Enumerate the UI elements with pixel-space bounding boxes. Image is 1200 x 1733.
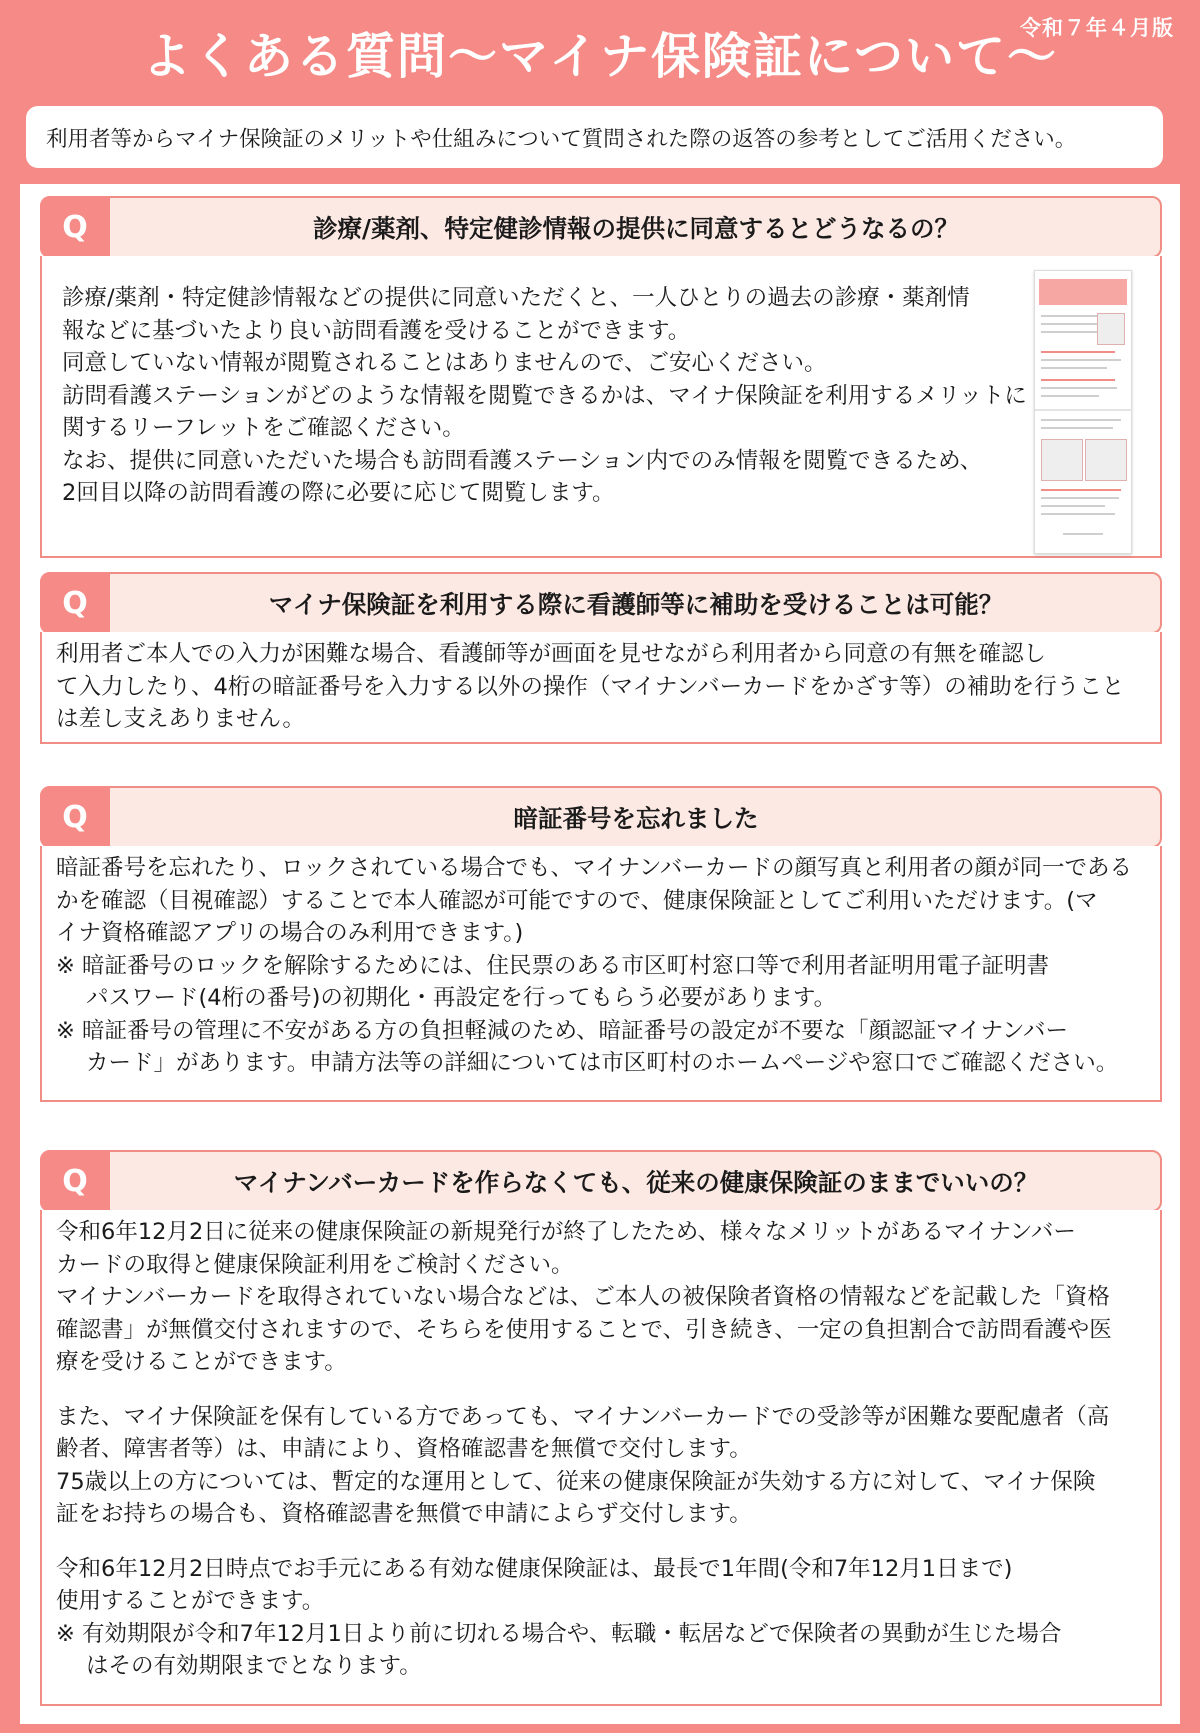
answer-box bbox=[40, 632, 1162, 744]
answer-line: 暗証番号を忘れたり、ロックされている場合でも、マイナンバーカードの顔写真と利用者の顔が同一である bbox=[56, 855, 1132, 881]
answer-line: なお、提供に同意いただいた場合も訪問看護ステーション内でのみ情報を閲覧できるため、 bbox=[62, 447, 983, 474]
answer-line: 令和6年12月2日時点でお手元にある有効な健康保険証は、最長で1年間(令和7年12月1日まで) bbox=[56, 1555, 1013, 1582]
answer-line: イナ資格確認アプリの場合のみ利用できます。) bbox=[56, 920, 524, 946]
answer-line: また、マイナ保険証を保有している方であっても、マイナンバーカードでの受診等が困難な要配慮者（高 bbox=[56, 1403, 1110, 1430]
answer-line: 関するリーフレットをご確認ください。 bbox=[62, 415, 465, 441]
content-panel bbox=[20, 184, 1180, 1724]
answer-line: 75歳以上の方については、暫定的な運用として、従来の健康保険証が失効する方に対して、マイナ保険 bbox=[56, 1468, 1096, 1495]
question-text: マイナ保険証を利用する際に看護師等に補助を受けることは可能？ bbox=[268, 589, 1004, 619]
question-text: 診療/薬剤、特定健診情報の提供に同意するとどうなるの？ bbox=[313, 213, 959, 243]
edition-label: 令和７年４月版 bbox=[1020, 16, 1174, 40]
answer-line: て入力したり、4桁の暗証番号を入力する以外の操作（マイナンバーカードをかざす等）の補助を行うこと bbox=[56, 673, 1125, 700]
q-badge: Q bbox=[40, 786, 110, 848]
answer-line: 訪問看護ステーションがどのような情報を閲覧できるかは、マイナ保険証を利用するメリットに bbox=[62, 382, 1027, 409]
note-line: カード」があります。申請方法等の詳細については市区町村のホームページや窓口でご確認ください。 bbox=[86, 1050, 1119, 1076]
answer-line: 療を受けることができます。 bbox=[56, 1349, 347, 1375]
answer-line: 齢者、障害者等）は、申請により、資格確認書を無償で交付します。 bbox=[56, 1436, 752, 1462]
q-badge: Q bbox=[40, 196, 110, 258]
page-title: よくある質問～マイナ保険証について～ bbox=[141, 28, 1059, 85]
answer-line: 同意していない情報が閲覧されることはありませんので、ご安心ください。 bbox=[62, 350, 827, 376]
answer-line: カードの取得と健康保険証利用をご検討ください。 bbox=[56, 1251, 574, 1278]
question-bar bbox=[40, 196, 1162, 258]
q-badge: Q bbox=[40, 1150, 110, 1212]
answer-box bbox=[40, 256, 1162, 558]
note-line: ※ 暗証番号のロックを解除するためには、住民票のある市区町村窓口等で利用者証明用電子証明書 bbox=[56, 952, 1050, 979]
answer-line: 使用することができます。 bbox=[56, 1588, 325, 1614]
question-bar bbox=[40, 572, 1162, 634]
answer-line: マイナンバーカードを取得されていない場合などは、ご本人の被保険者資格の情報などを記載した「資格 bbox=[56, 1284, 1110, 1310]
question-text: 暗証番号を忘れました bbox=[513, 803, 759, 833]
intro-text: 利用者等からマイナ保険証のメリットや仕組みについて質問された際の返答の参考としてご活用ください。 bbox=[46, 126, 1077, 152]
question-bar bbox=[40, 1150, 1162, 1212]
leaflet-thumbnail bbox=[1034, 270, 1132, 554]
answer-line: 確認書」が無償交付されますので、そちらを使用することで、引き続き、一定の負担割合で訪問看護や医 bbox=[56, 1316, 1112, 1343]
answer-line: 2回目以降の訪問看護の際に必要に応じて閲覧します。 bbox=[62, 480, 615, 506]
answer-line: 報などに基づいたより良い訪問看護を受けることができます。 bbox=[62, 317, 691, 344]
note-line: ※ 暗証番号の管理に不安がある方の負担軽減のため、暗証番号の設定が不要な「顔認証マイナンバー bbox=[56, 1017, 1068, 1044]
answer-line: かを確認（目視確認）することで本人確認が可能ですので、健康保険証としてご利用いただけます。(マ bbox=[56, 887, 1098, 914]
q-badge: Q bbox=[40, 572, 110, 634]
answer-line: は差し支えありません。 bbox=[56, 706, 305, 732]
answer-line: 令和6年12月2日に従来の健康保険証の新規発行が終了したため、様々なメリットがあるマイナンバー bbox=[56, 1219, 1076, 1245]
answer-box bbox=[40, 846, 1162, 1102]
note-line: パスワード(4桁の番号)の初期化・再設定を行ってもらう必要があります。 bbox=[86, 985, 837, 1011]
faq-section-consent bbox=[40, 196, 1162, 558]
faq-section-assistance bbox=[40, 572, 1162, 744]
note-line: ※ 有効期限が令和7年12月1日より前に切れる場合や、転職・転居などで保険者の異動が生じた場合 bbox=[56, 1620, 1062, 1647]
question-bar bbox=[40, 786, 1162, 848]
answer-box bbox=[40, 1210, 1162, 1706]
answer-line: 証をお持ちの場合も、資格確認書を無償で申請によらず交付します。 bbox=[56, 1501, 752, 1527]
faq-section-pin bbox=[40, 786, 1162, 1102]
answer-line: 利用者ご本人での入力が困難な場合、看護師等が画面を見せながら利用者から同意の有無を確認し bbox=[56, 641, 1047, 667]
intro-box bbox=[26, 106, 1163, 168]
note-line: はその有効期限までとなります。 bbox=[86, 1653, 422, 1679]
faq-section-card bbox=[40, 1150, 1162, 1706]
question-text: マイナンバーカードを作らなくても、従来の健康保険証のままでいいの？ bbox=[233, 1167, 1039, 1197]
answer-line: 診療/薬剤・特定健診情報などの提供に同意いただくと、一人ひとりの過去の診療・薬剤情 bbox=[62, 285, 970, 311]
